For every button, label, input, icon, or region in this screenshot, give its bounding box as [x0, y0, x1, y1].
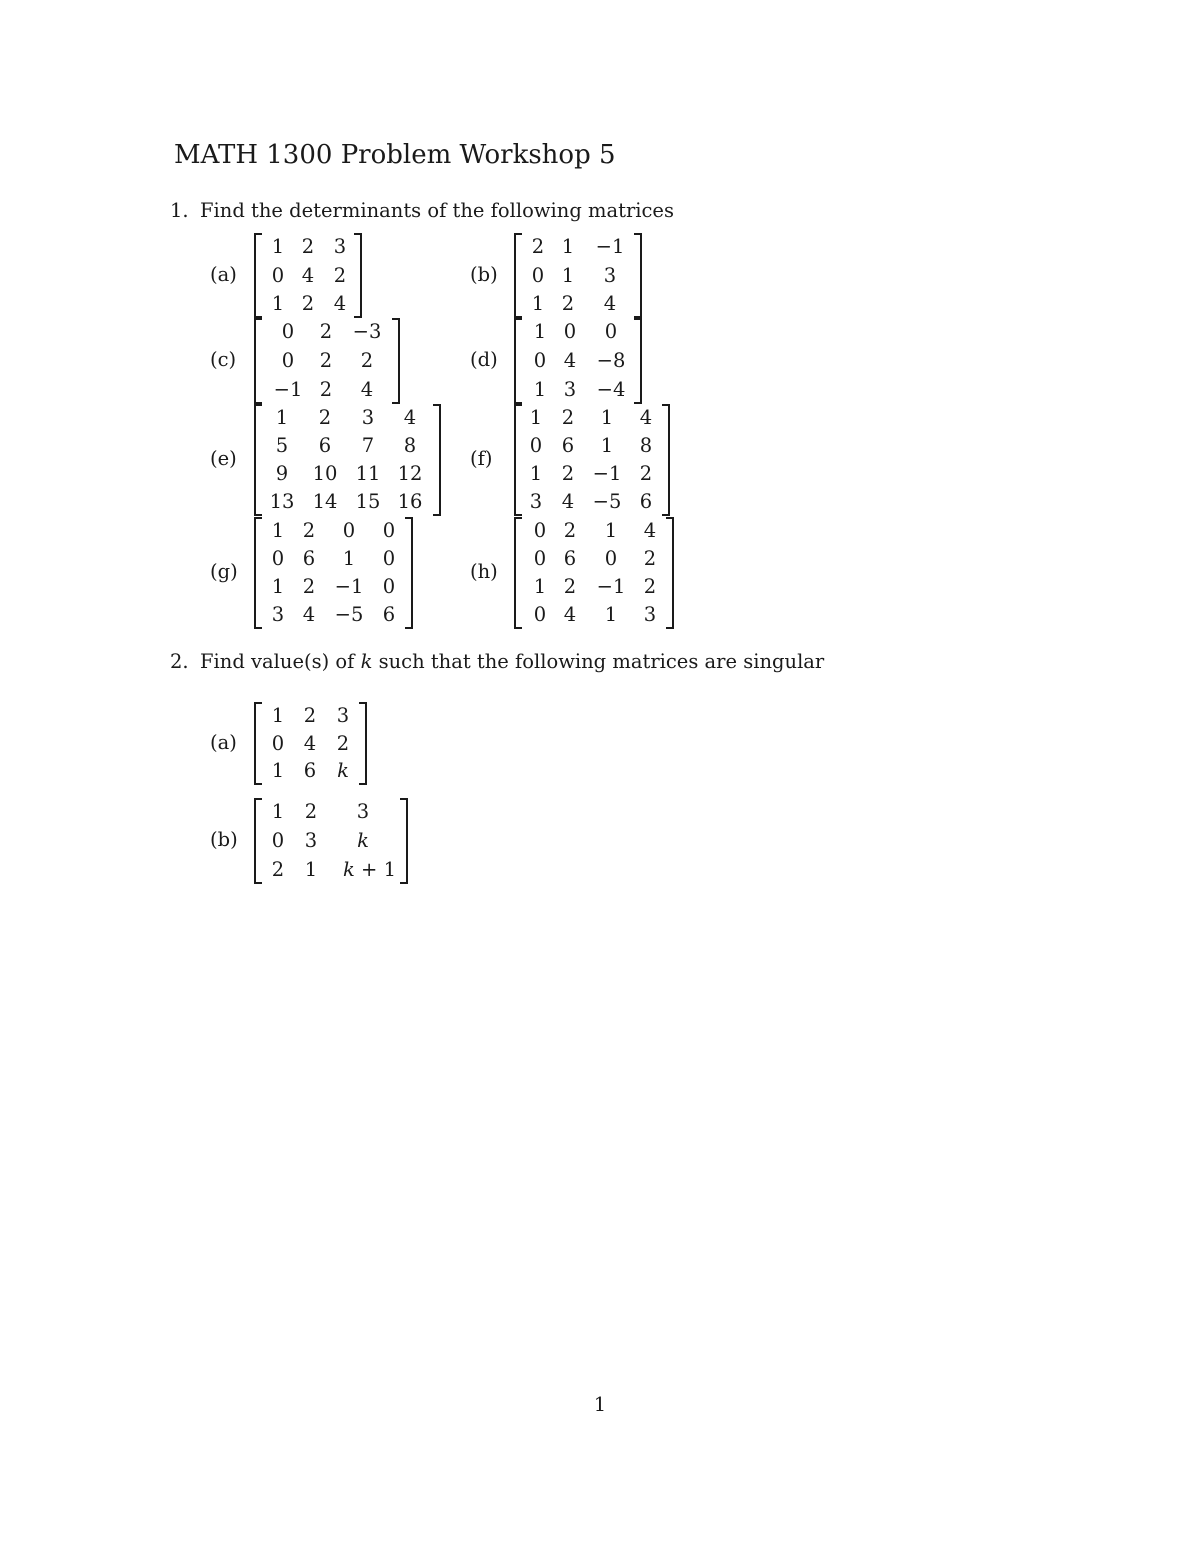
matrix-entry: 4	[639, 406, 653, 429]
matrix-entry: 9	[275, 462, 289, 485]
matrix-entry: −3	[352, 320, 382, 344]
matrix-entry: 2	[301, 235, 315, 259]
matrix-entry: 2	[531, 235, 545, 259]
problem-1-part-label: (g)	[210, 560, 238, 583]
matrix-entry: k	[357, 829, 369, 852]
matrix-entry: −1	[596, 575, 626, 598]
matrix-entry: 4	[563, 603, 577, 626]
right-bracket	[400, 798, 408, 884]
matrix-entry: 6	[639, 490, 653, 513]
problem-2-text-after: such that the following matrices are singular	[372, 650, 825, 673]
problem-1-part-label: (a)	[210, 262, 237, 286]
matrix-entry: 6	[561, 434, 575, 457]
matrix-entry: 5	[275, 434, 289, 457]
matrix-entry: 3	[563, 377, 577, 401]
matrix-entry: 2	[643, 575, 657, 598]
matrix-entry: 2	[639, 462, 653, 485]
problem-2-part-label: (a)	[210, 730, 237, 754]
matrix-entry: 1	[271, 575, 285, 598]
matrix-entry: 2	[563, 575, 577, 598]
problem-1-part-label: (f)	[470, 447, 493, 470]
matrix-entry: 0	[604, 320, 618, 344]
matrix-entry: −1	[595, 235, 625, 259]
matrix-entry: −8	[596, 349, 626, 372]
matrix-entry: 1	[271, 291, 285, 315]
matrix-entry: 1	[531, 291, 545, 315]
matrix-entry: 1	[533, 377, 547, 401]
matrix-entry: 0	[533, 603, 547, 626]
matrix-entry: 0	[382, 519, 396, 542]
matrix-entry: 1	[604, 519, 618, 542]
matrix-entry: −4	[596, 377, 626, 401]
matrix-entry: 2	[301, 291, 315, 315]
matrix-entry: 4	[561, 490, 575, 513]
matrix	[254, 318, 400, 404]
matrix-entry: 0	[529, 434, 543, 457]
right-bracket	[634, 318, 642, 404]
matrix-entry: 1	[271, 800, 285, 824]
matrix-entry: 3	[529, 490, 543, 513]
matrix-entry: 0	[271, 731, 285, 755]
matrix-entry: 2	[561, 462, 575, 485]
problem-2-part-label: (b)	[210, 828, 238, 851]
matrix-entry: 4	[303, 731, 317, 755]
matrix-entry: 3	[333, 235, 347, 259]
matrix-entry: 1	[604, 603, 618, 626]
matrix-entry: 2	[302, 519, 316, 542]
matrix-entry: 1	[533, 575, 547, 598]
matrix-entry: 3	[603, 263, 617, 287]
matrix-entry: 2	[271, 857, 285, 881]
matrix-entry: 2	[561, 291, 575, 315]
matrix-entry: 0	[563, 320, 577, 344]
problem-1-part-label: (b)	[470, 262, 498, 286]
matrix-entry: 6	[563, 547, 577, 570]
matrix-entry: 1	[271, 235, 285, 259]
matrix-entry: 1	[271, 519, 285, 542]
matrix-entry: 6	[302, 547, 316, 570]
matrix-entry: 16	[397, 490, 423, 513]
matrix-entry: 6	[303, 759, 317, 783]
matrix-entry: 3	[304, 829, 318, 852]
page-number: 1	[593, 1393, 607, 1416]
matrix-entry: 10	[312, 462, 338, 485]
matrix-entry: 1	[342, 547, 356, 570]
matrix-entry: 3	[356, 800, 370, 824]
matrix-entry: 8	[639, 434, 653, 457]
matrix-entry: 4	[563, 349, 577, 372]
matrix-entry: 1	[533, 320, 547, 344]
matrix-entry: 2	[319, 349, 333, 372]
matrix-entry: 3	[336, 703, 350, 727]
matrix-entry: 7	[361, 434, 375, 457]
matrix-entry: k	[337, 759, 349, 783]
right-bracket	[634, 233, 642, 318]
matrix-entry: 8	[403, 434, 417, 457]
matrix-entry: −1	[334, 575, 364, 598]
matrix	[254, 702, 367, 785]
matrix-entry: 0	[281, 320, 295, 344]
matrix-entry: 12	[397, 462, 423, 485]
matrix-entry: 1	[304, 857, 318, 881]
matrix-entry: 0	[382, 575, 396, 598]
matrix-entry: 1	[561, 235, 575, 259]
matrix-entry: 2	[333, 263, 347, 287]
matrix-entry: 4	[603, 291, 617, 315]
matrix-entry: 0	[533, 547, 547, 570]
matrix-entry: 1	[529, 406, 543, 429]
page-title: MATH 1300 Problem Workshop 5	[174, 140, 616, 170]
matrix-entry: 0	[382, 547, 396, 570]
matrix-entry: 2	[319, 320, 333, 344]
matrix-entry: 3	[361, 406, 375, 429]
problem-1-number: 1.	[170, 199, 189, 222]
matrix-entry: 0	[604, 547, 618, 570]
matrix-entry: 4	[643, 519, 657, 542]
matrix-entry: 1	[561, 263, 575, 287]
matrix-entry: 0	[533, 349, 547, 372]
matrix-entry: −1	[592, 462, 622, 485]
right-bracket	[433, 404, 441, 516]
matrix	[514, 233, 642, 318]
problem-2-number: 2.	[170, 650, 189, 673]
matrix-entry: 6	[318, 434, 332, 457]
matrix-entry: 15	[355, 490, 381, 513]
left-bracket	[254, 318, 262, 404]
matrix-entry: 0	[271, 829, 285, 852]
matrix-entry: 0	[281, 349, 295, 372]
matrix	[254, 404, 441, 516]
matrix-entry: 0	[531, 263, 545, 287]
matrix-entry: k + 1	[343, 857, 396, 881]
matrix-entry: 0	[271, 547, 285, 570]
right-bracket	[392, 318, 400, 404]
matrix-entry: 2	[318, 406, 332, 429]
problem-1-part-label: (d)	[470, 348, 498, 371]
problem-2-variable: k	[360, 650, 373, 673]
matrix-entry: 0	[342, 519, 356, 542]
matrix	[254, 517, 413, 629]
matrix-entry: 4	[302, 603, 316, 626]
matrix-entry: 3	[271, 603, 285, 626]
matrix-entry: 2	[302, 575, 316, 598]
matrix-entry: 1	[271, 759, 285, 783]
matrix-entry: −1	[273, 377, 303, 401]
problem-2-text	[200, 650, 824, 673]
matrix-entry: 1	[600, 406, 614, 429]
matrix-entry: 2	[304, 800, 318, 824]
matrix-entry: 2	[303, 703, 317, 727]
problem-1-part-label: (h)	[470, 560, 498, 583]
matrix-entry: 2	[336, 731, 350, 755]
matrix-entry: 3	[643, 603, 657, 626]
matrix-entry: −5	[334, 603, 364, 626]
matrix-entry: 2	[643, 547, 657, 570]
matrix-entry: −5	[592, 490, 622, 513]
matrix-entry: 11	[355, 462, 381, 485]
matrix-entry: 4	[333, 291, 347, 315]
matrix-entry: 0	[271, 263, 285, 287]
problem-2-text-before: Find value(s) of	[200, 650, 361, 673]
matrix-entry: 4	[301, 263, 315, 287]
matrix	[514, 404, 670, 516]
matrix	[254, 233, 362, 318]
matrix	[254, 798, 408, 884]
problem-1-text: Find the determinants of the following matrices	[200, 199, 674, 222]
matrix-entry: 1	[271, 703, 285, 727]
matrix-entry: 2	[360, 349, 374, 372]
matrix	[514, 318, 642, 404]
left-bracket	[254, 404, 262, 516]
problem-1-part-label: (c)	[210, 348, 237, 371]
matrix-entry: 6	[382, 603, 396, 626]
matrix-entry: 4	[360, 377, 374, 401]
matrix-entry: 1	[529, 462, 543, 485]
matrix-entry: 2	[563, 519, 577, 542]
matrix-entry: 14	[312, 490, 338, 513]
matrix	[514, 517, 674, 629]
matrix-entry: 1	[275, 406, 289, 429]
problem-1-part-label: (e)	[210, 447, 237, 470]
matrix-entry: 2	[561, 406, 575, 429]
matrix-entry: 1	[600, 434, 614, 457]
matrix-entry: 0	[533, 519, 547, 542]
matrix-entry: 4	[403, 406, 417, 429]
matrix-entry: 2	[319, 377, 333, 401]
matrix-entry: 13	[269, 490, 295, 513]
